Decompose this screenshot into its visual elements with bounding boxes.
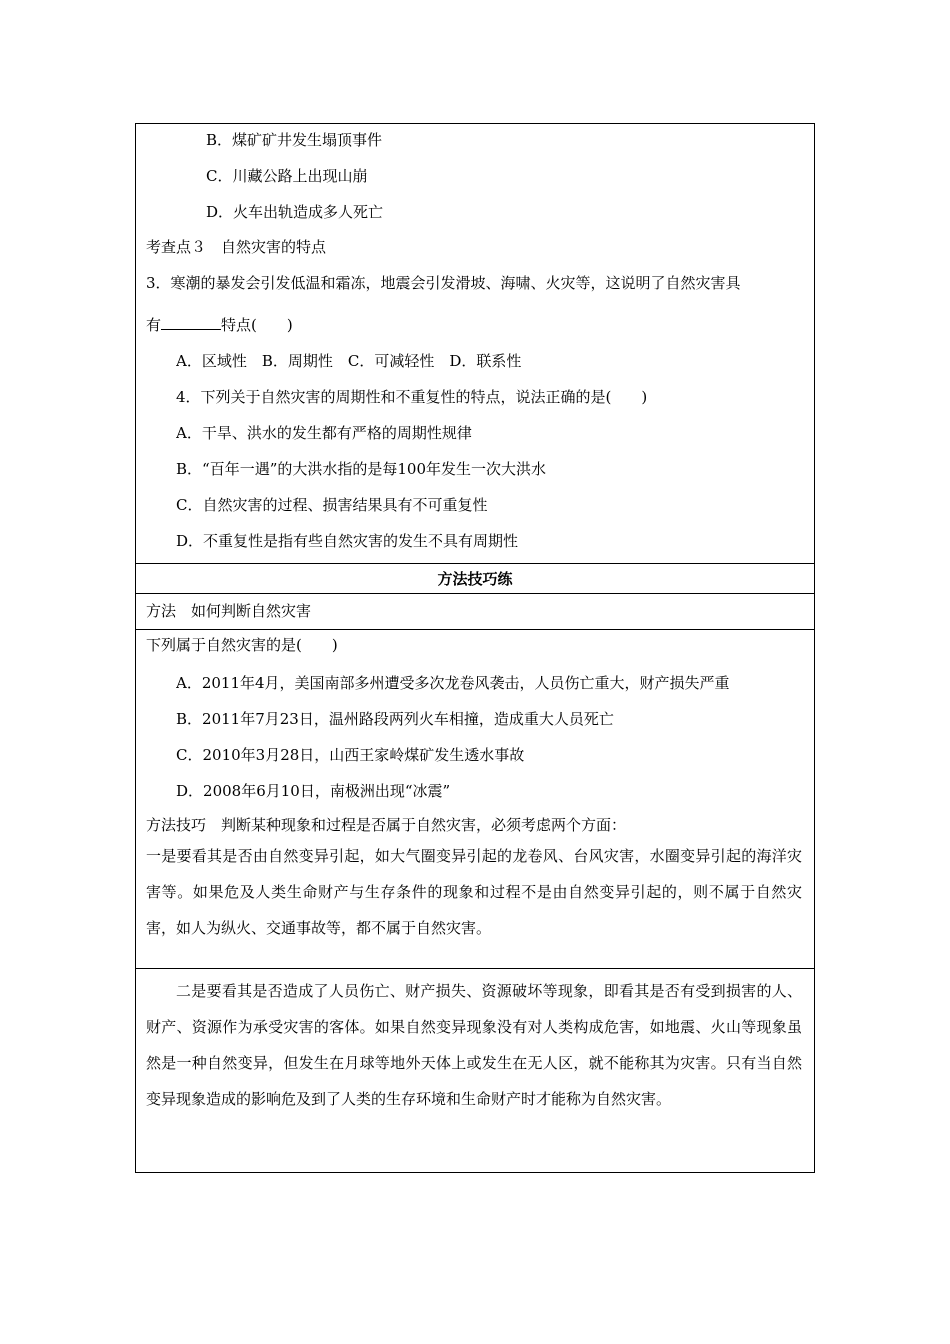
q3-suffix: 特点( ) [221, 316, 293, 334]
answer-blank [161, 315, 221, 330]
section-title-text: 方法技巧练 [437, 570, 513, 588]
q4-option-c: C．自然灾害的过程、损害结果具有不可重复性 [176, 496, 488, 514]
point-heading: 考查点３ 自然灾害的特点 [146, 238, 327, 256]
option-c: C．川藏公路上出现山崩 [206, 167, 368, 185]
example-option-b: B．2011年7月23日，温州路段两列火车相撞，造成重大人员死亡 [176, 710, 614, 728]
section-title [136, 564, 814, 594]
example-cell [136, 630, 814, 969]
q3-options: A．区域性 B．周期性 C．可减轻性 D．联系性 [176, 352, 522, 370]
q3-prefix: 有 [146, 316, 162, 334]
option-b: B．煤矿矿井发生塌顶事件 [206, 131, 383, 149]
q4-option-d: D．不重复性是指有些自然灾害的发生不具有周期性 [176, 532, 519, 550]
questions-cell [136, 124, 814, 564]
example-option-c: C．2010年3月28日，山西王家岭煤矿发生透水事故 [176, 746, 525, 764]
option-d: D．火车出轨造成多人死亡 [206, 203, 384, 221]
q4-option-a: A．干旱、洪水的发生都有严格的周期性规律 [176, 424, 472, 442]
example-stem: 下列属于自然灾害的是( ) [146, 636, 338, 654]
tip-paragraph: 一是要看其是否由自然变异引起，如大气圈变异引起的龙卷风、台风灾害，水圈变异引起的海洋灾害等。如果危及人类生命财产与生存条件的现象和过程不是由自然变异引起的，则不属于自然灾害，如人为纵火、交通事故等，都不属于自然灾害。 [146, 847, 802, 937]
closing-paragraph: 二是要看其是否造成了人员伤亡、财产损失、资源破坏等现象，即看其是否有受到损害的人、财产、资源作为承受灾害的客体。如果自然变异现象没有对人类构成危害，如地震、火山等现象虽然是一种自然变异，但发生在月球等地外天体上或发生在无人区，就不能称其为灾害。只有当自然变异现象造成的影响危及到了人类的生存环境和生命财产时才能称为自然灾害。 [146, 982, 802, 1108]
method-heading: 方法 如何判断自然灾害 [146, 602, 312, 620]
tip-heading: 方法技巧 判断某种现象和过程是否属于自然灾害，必须考虑两个方面： [146, 816, 627, 834]
content-table [135, 123, 815, 1173]
example-option-a: A．2011年4月，美国南部多州遭受多次龙卷风袭击，人员伤亡重大，财产损失严重 [176, 674, 730, 692]
q3-line2 [146, 314, 293, 335]
example-option-d: D．2008年6月10日，南极洲出现“冰震” [176, 782, 451, 800]
closing-cell [136, 969, 814, 1172]
q3-line1: 3．寒潮的暴发会引发低温和霜冻，地震会引发滑坡、海啸、火灾等，这说明了自然灾害具 [146, 274, 741, 292]
method-cell [136, 594, 814, 630]
q4-stem: 4．下列关于自然灾害的周期性和不重复性的特点，说法正确的是( ) [176, 388, 648, 406]
q4-option-b: B．“百年一遇”的大洪水指的是每100年发生一次大洪水 [176, 460, 546, 478]
